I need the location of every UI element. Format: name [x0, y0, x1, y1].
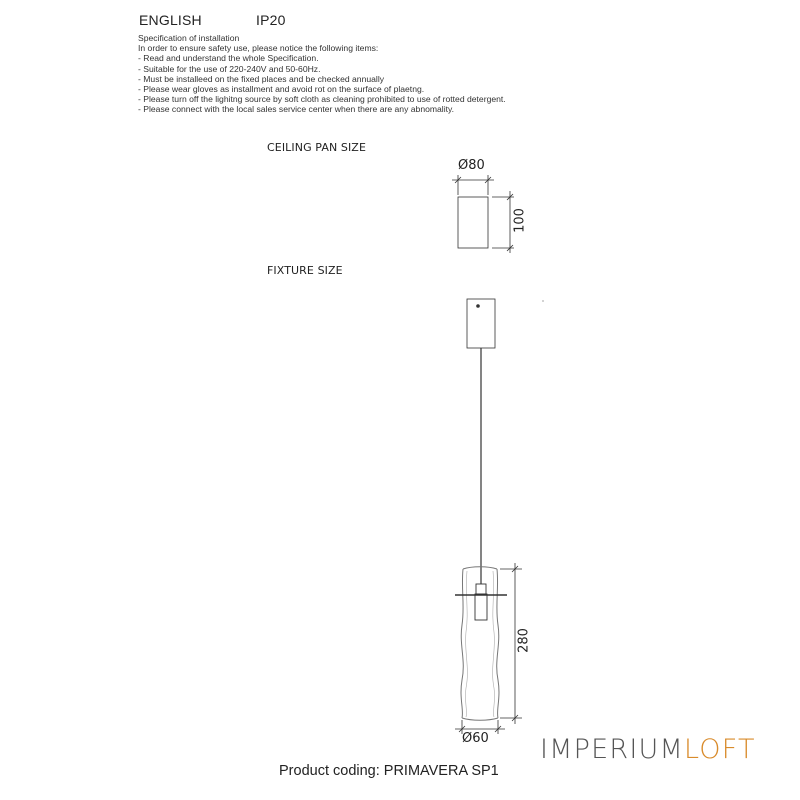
specification-item: - Please connect with the local sales service center when there are any abnomality.	[138, 104, 455, 115]
fixture-height-value: 280	[516, 628, 532, 653]
ceiling-pan-outline	[458, 197, 488, 248]
glass-tube-left-edge	[461, 569, 463, 718]
specification-item: - Suitable for the use of 220-240V and 50-60Hz.	[138, 63, 321, 74]
glass-tube-top	[463, 567, 497, 569]
language-label: ENGLISH	[139, 12, 202, 28]
canopy-screw	[476, 304, 480, 308]
specification-item: - Must be installeed on the fixed places and be checked annually	[138, 73, 385, 84]
fixture-canopy	[467, 299, 495, 348]
brand-logo	[540, 734, 756, 765]
stray-dot	[542, 300, 543, 301]
lamp-holder	[476, 584, 486, 594]
specification-title: Specification of installation	[138, 33, 240, 43]
glass-tube-right-edge	[497, 569, 499, 718]
product-coding: Product coding: PRIMAVERA SP1	[279, 763, 499, 779]
ip-rating: IP20	[256, 12, 286, 28]
glass-tube-inner-right	[493, 571, 495, 717]
lamp-socket	[475, 594, 487, 620]
glass-tube-inner-left	[465, 571, 467, 717]
specification-item: - Read and understand the whole Specification.	[138, 53, 319, 64]
pan-diameter-value: Ø80	[458, 158, 485, 173]
pan-height-value: 100	[512, 208, 528, 233]
specification-intro: In order to ensure safety use, please notice the following items:	[138, 43, 379, 54]
logo-main-text: IMPERIUM	[540, 734, 684, 765]
ceiling-pan-size-label: CEILING PAN SIZE	[267, 141, 366, 154]
fixture-diameter-value: Ø60	[462, 731, 489, 746]
logo-accent-text: LOFT	[683, 734, 756, 765]
specification-item: - Please turn off the lighitng source by soft cloth as cleaning prohibited to use of rotted detergent.	[138, 94, 506, 105]
glass-tube-bottom	[462, 718, 498, 720]
specification-item: - Please wear gloves as installment and avoid rot on the surface of plaetng.	[138, 84, 425, 95]
fixture-size-label: FIXTURE SIZE	[267, 264, 343, 277]
